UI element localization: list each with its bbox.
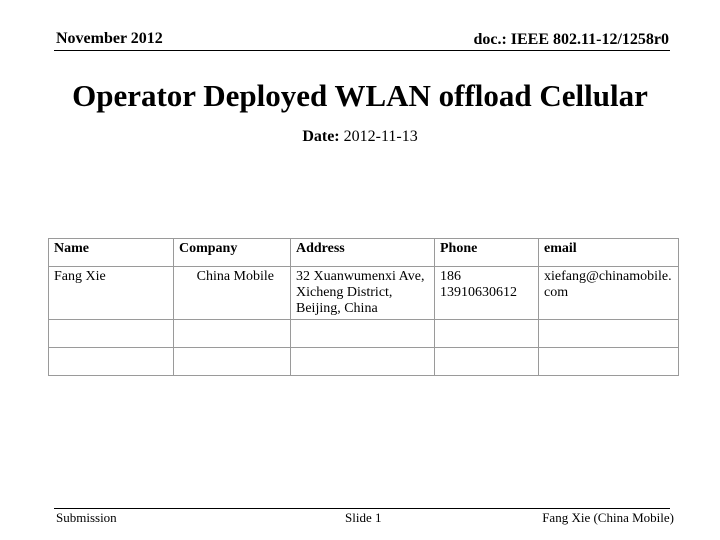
- author-address: [291, 267, 435, 320]
- column-header-email: email: [539, 239, 679, 267]
- email-line: xiefang@chinamobile.: [544, 269, 672, 284]
- footer-author: Fang Xie (China Mobile): [542, 510, 674, 525]
- author-name: Fang Xie: [49, 267, 174, 320]
- empty-cell: [291, 348, 435, 376]
- address-line: Beijing, China: [296, 301, 378, 316]
- email-line: com: [544, 285, 569, 300]
- header-date: November 2012: [56, 30, 163, 47]
- empty-cell: [435, 348, 539, 376]
- header-rule: [54, 50, 670, 51]
- table-row: [49, 348, 679, 376]
- date-value: 2012-11-13: [343, 128, 418, 145]
- author-email: [539, 267, 679, 320]
- empty-cell: [174, 320, 291, 348]
- empty-cell: [435, 320, 539, 348]
- date-line: [0, 128, 720, 146]
- empty-cell: [49, 320, 174, 348]
- table-header-row: [49, 239, 679, 267]
- author-company: China Mobile: [174, 267, 291, 320]
- slide-title: Operator Deployed WLAN offload Cellular: [72, 78, 648, 113]
- empty-cell: [291, 320, 435, 348]
- empty-cell: [174, 348, 291, 376]
- footer-rule: [54, 508, 670, 509]
- footer-slide-number: Slide 1: [345, 510, 382, 525]
- empty-cell: [539, 348, 679, 376]
- column-header-phone: Phone: [435, 239, 539, 267]
- header-doc-id: doc.: IEEE 802.11-12/1258r0: [473, 31, 669, 48]
- phone-line: 13910630612: [440, 285, 517, 300]
- table-row: [49, 267, 679, 320]
- author-phone: [435, 267, 539, 320]
- column-header-address: Address: [291, 239, 435, 267]
- footer-submission: Submission: [56, 510, 117, 525]
- address-line: 32 Xuanwumenxi Ave,: [296, 269, 425, 284]
- date-label: Date:: [302, 128, 340, 145]
- column-header-name: Name: [49, 239, 174, 267]
- empty-cell: [539, 320, 679, 348]
- phone-line: 186: [440, 269, 461, 284]
- empty-cell: [49, 348, 174, 376]
- table-row: [49, 320, 679, 348]
- column-header-company: Company: [174, 239, 291, 267]
- authors-table: [48, 238, 679, 376]
- address-line: Xicheng District,: [296, 285, 393, 300]
